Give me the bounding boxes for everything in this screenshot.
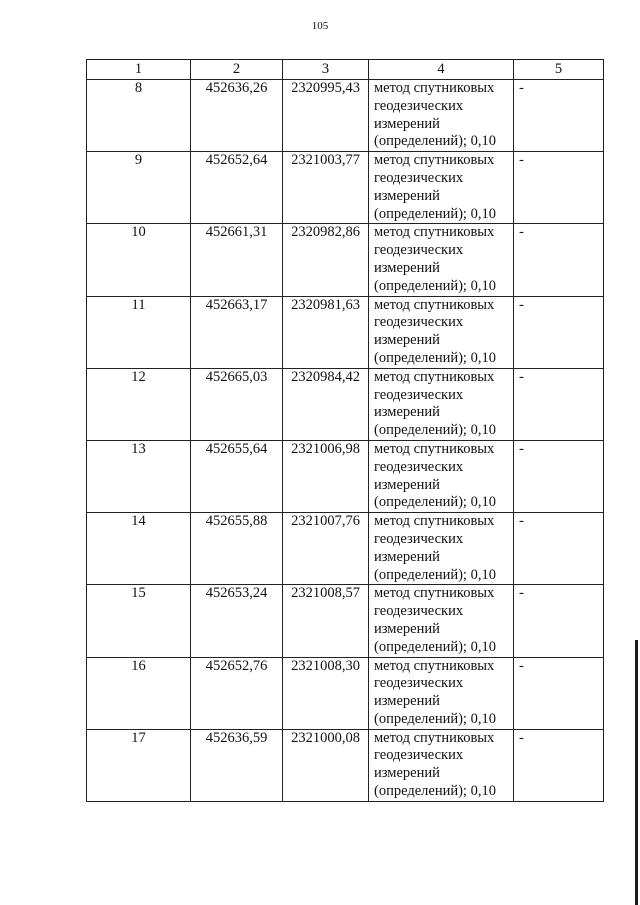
method-line-4: (определений); 0,10 — [374, 710, 496, 727]
method-line-1: метод спутниковых — [374, 657, 495, 674]
coordinate-y: 2320981,63 — [283, 296, 369, 368]
point-number: 12 — [87, 368, 191, 440]
coordinate-x: 452665,03 — [191, 368, 283, 440]
method-line-3: измерений — [374, 476, 440, 493]
method-cell — [369, 513, 514, 585]
table-body — [87, 80, 604, 802]
coordinate-y: 2320982,86 — [283, 224, 369, 296]
header-col-1: 1 — [87, 60, 191, 80]
coordinate-y: 2321007,76 — [283, 513, 369, 585]
coordinate-x: 452655,88 — [191, 513, 283, 585]
method-line-2: геодезических — [374, 242, 464, 259]
table-row — [87, 729, 604, 801]
header-col-2: 2 — [191, 60, 283, 80]
coordinate-x: 452663,17 — [191, 296, 283, 368]
note-cell: - — [514, 440, 604, 512]
method-line-1: метод спутниковых — [374, 585, 495, 602]
point-number: 13 — [87, 440, 191, 512]
coordinate-x: 452653,24 — [191, 585, 283, 657]
coordinate-x: 452636,59 — [191, 729, 283, 801]
method-line-4: (определений); 0,10 — [374, 277, 496, 294]
method-line-4: (определений); 0,10 — [374, 783, 496, 800]
coordinate-x: 452655,64 — [191, 440, 283, 512]
coordinate-x: 452661,31 — [191, 224, 283, 296]
coordinate-x: 452652,76 — [191, 657, 283, 729]
method-line-1: метод спутниковых — [374, 224, 495, 241]
method-cell — [369, 152, 514, 224]
coordinate-y: 2321000,08 — [283, 729, 369, 801]
point-number: 9 — [87, 152, 191, 224]
method-line-4: (определений); 0,10 — [374, 133, 496, 150]
method-cell — [369, 368, 514, 440]
point-number: 14 — [87, 513, 191, 585]
method-line-2: геодезических — [374, 458, 464, 475]
method-cell — [369, 224, 514, 296]
header-col-4: 4 — [369, 60, 514, 80]
method-line-4: (определений); 0,10 — [374, 205, 496, 222]
method-line-1: метод спутниковых — [374, 440, 495, 457]
note-cell: - — [514, 729, 604, 801]
coordinate-y: 2321003,77 — [283, 152, 369, 224]
method-cell — [369, 440, 514, 512]
method-line-1: метод спутниковых — [374, 368, 495, 385]
method-line-2: геодезических — [374, 169, 464, 186]
method-line-4: (определений); 0,10 — [374, 349, 496, 366]
method-line-4: (определений); 0,10 — [374, 422, 496, 439]
table-row — [87, 296, 604, 368]
method-cell — [369, 585, 514, 657]
coordinate-y: 2321008,30 — [283, 657, 369, 729]
coordinates-table — [86, 59, 604, 802]
table-row — [87, 440, 604, 512]
method-cell — [369, 657, 514, 729]
method-line-1: метод спутниковых — [374, 729, 495, 746]
method-line-2: геодезических — [374, 314, 464, 331]
method-line-3: измерений — [374, 765, 440, 782]
coordinate-y: 2321008,57 — [283, 585, 369, 657]
method-line-1: метод спутниковых — [374, 296, 495, 313]
method-line-3: измерений — [374, 548, 440, 565]
method-line-2: геодезических — [374, 97, 464, 114]
point-number: 16 — [87, 657, 191, 729]
point-number: 11 — [87, 296, 191, 368]
method-line-1: метод спутниковых — [374, 80, 495, 96]
header-col-3: 3 — [283, 60, 369, 80]
table-row — [87, 513, 604, 585]
table-row — [87, 80, 604, 152]
point-number: 15 — [87, 585, 191, 657]
note-cell: - — [514, 80, 604, 152]
method-line-3: измерений — [374, 332, 440, 349]
coordinate-y: 2320984,42 — [283, 368, 369, 440]
page-number: 105 — [311, 20, 329, 32]
method-line-3: измерений — [374, 693, 440, 710]
method-line-1: метод спутниковых — [374, 152, 495, 169]
method-line-1: метод спутниковых — [374, 513, 495, 530]
coordinate-y: 2321006,98 — [283, 440, 369, 512]
method-line-2: геодезических — [374, 603, 464, 620]
table-row — [87, 585, 604, 657]
method-cell — [369, 296, 514, 368]
table-row — [87, 224, 604, 296]
note-cell: - — [514, 224, 604, 296]
note-cell: - — [514, 657, 604, 729]
point-number: 10 — [87, 224, 191, 296]
method-line-3: измерений — [374, 404, 440, 421]
table-row — [87, 368, 604, 440]
method-line-2: геодезических — [374, 747, 464, 764]
method-cell — [369, 729, 514, 801]
method-line-3: измерений — [374, 620, 440, 637]
table-row — [87, 152, 604, 224]
scan-edge-mark — [635, 640, 638, 905]
method-line-2: геодезических — [374, 386, 464, 403]
method-line-4: (определений); 0,10 — [374, 566, 496, 583]
note-cell: - — [514, 513, 604, 585]
coordinate-x: 452652,64 — [191, 152, 283, 224]
table-header-row — [87, 60, 604, 80]
coordinate-y: 2320995,43 — [283, 80, 369, 152]
note-cell: - — [514, 585, 604, 657]
method-line-4: (определений); 0,10 — [374, 494, 496, 511]
method-line-3: измерений — [374, 259, 440, 276]
method-line-3: измерений — [374, 187, 440, 204]
point-number: 8 — [87, 80, 191, 152]
point-number: 17 — [87, 729, 191, 801]
method-cell — [369, 80, 514, 152]
method-line-2: геодезических — [374, 530, 464, 547]
method-line-3: измерений — [374, 115, 440, 132]
note-cell: - — [514, 368, 604, 440]
coordinate-x: 452636,26 — [191, 80, 283, 152]
note-cell: - — [514, 296, 604, 368]
table-row — [87, 657, 604, 729]
note-cell: - — [514, 152, 604, 224]
header-col-5: 5 — [514, 60, 604, 80]
method-line-4: (определений); 0,10 — [374, 638, 496, 655]
method-line-2: геодезических — [374, 675, 464, 692]
